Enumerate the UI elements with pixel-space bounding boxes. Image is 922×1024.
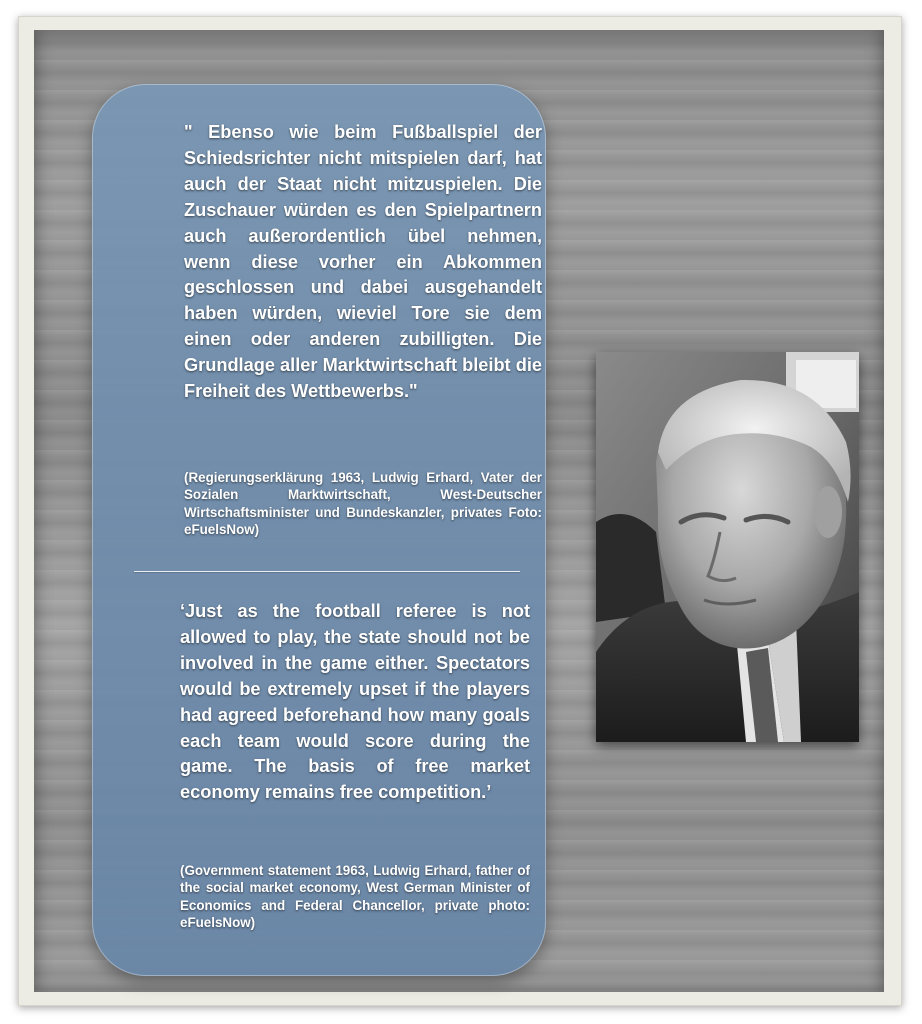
poster-board: [34, 30, 884, 992]
portrait-photo: [596, 352, 859, 742]
german-quote: " Ebenso wie beim Fußballspiel der Schiedsrichter nicht mitspielen darf, hat auch der Staat nicht mitzuspielen. Die Zuschauer würden es den Spielpartnern auch außerordentlich übel nehmen, wenn diese vorher ein Abkommen geschlossen und dabei ausgehandelt haben würden, wieviel Tore sie dem einen oder anderen zubilligten. Die Grundlage aller Marktwirtschaft bleibt die Freiheit des Wettbewerbs.": [184, 122, 542, 402]
portrait-illustration: [596, 352, 859, 742]
english-quote: ‘Just as the football referee is not allowed to play, the state should not be involved in the game either. Spectators would be extremely upset if the players had agreed beforehand how many goals each team would score during the game. The basis of free market economy remains free competition.’: [180, 601, 530, 803]
divider: [134, 571, 520, 572]
german-caption: (Regierungserklärung 1963, Ludwig Erhard, Vater der Sozialen Marktwirtschaft, West-Deutscher Wirtschaftsminister und Bundeskanzler, privates Foto: eFuelsNow): [184, 470, 542, 538]
poster-frame: [18, 16, 902, 1006]
quote-panel: [92, 84, 546, 976]
english-caption: (Government statement 1963, Ludwig Erhard, father of the social market economy, West German Minister of Economics and Federal Chancellor, private photo: eFuelsNow): [180, 863, 530, 931]
